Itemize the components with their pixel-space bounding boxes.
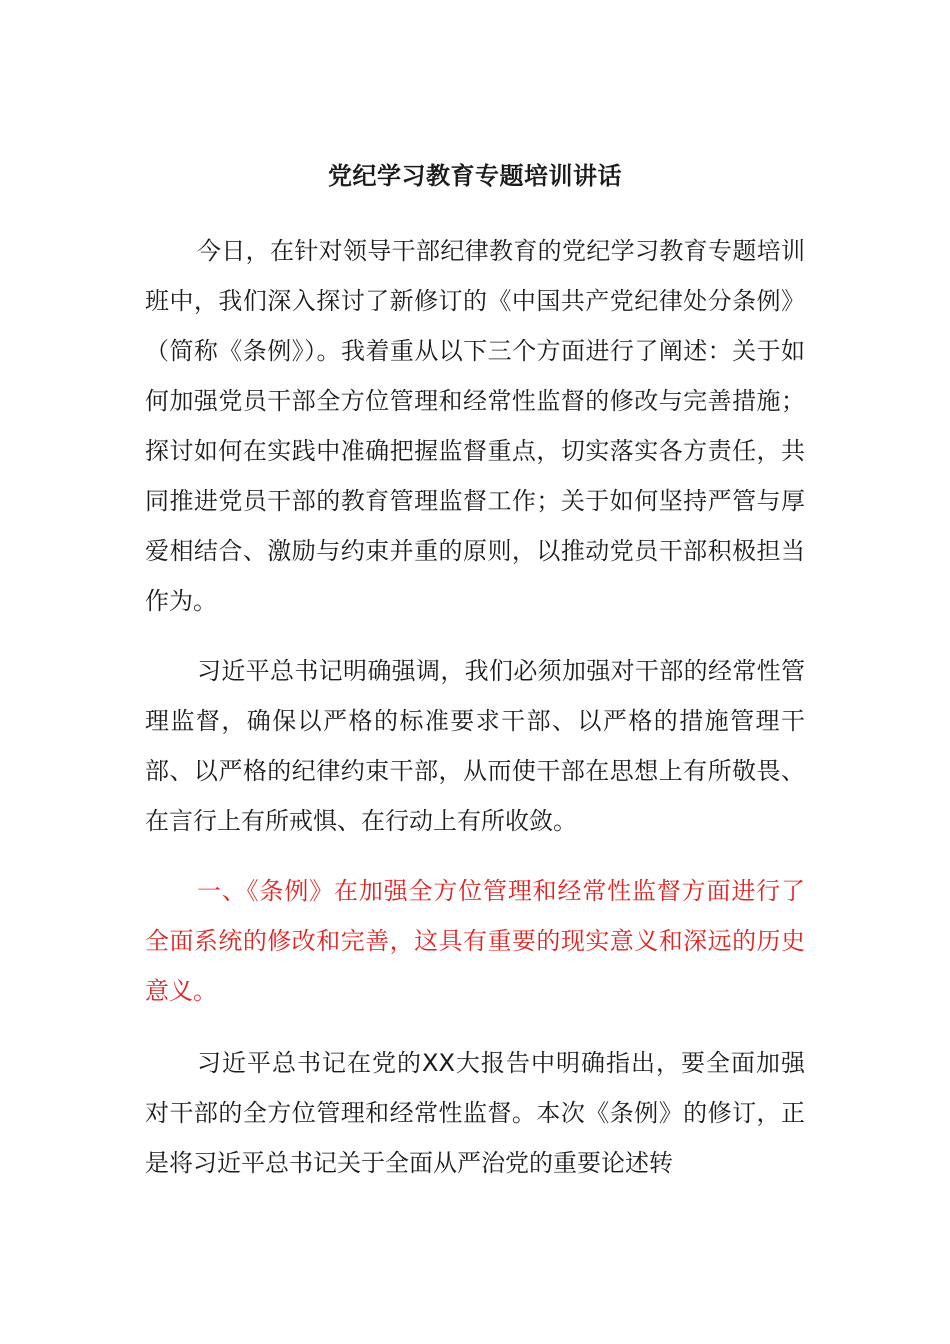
paragraph-intro: 今日，在针对领导干部纪律教育的党纪学习教育专题培训班中，我们深入探讨了新修订的《中国共产党纪律处分条例》（简称《条例》）。我着重从以下三个方面进行了阐述：关于如何加强党员干部全方位管理和经常性监督的修改与完善措施；探讨如何在实践中准确把握监督重点，切实落实各方责任，共同推进党员干部的教育管理监督工作；关于如何坚持严管与厚爱相结合、激励与约束并重的原则，以推动党员干部积极担当作为。 [145, 237, 805, 615]
paragraph-emphasis: 习近平总书记明确强调，我们必须加强对干部的经常性管理监督，确保以严格的标准要求干部、以严格的措施管理干部、以严格的纪律约束干部，从而使干部在思想上有所敬畏、在言行上有所戒惧、在行动上有所收敛。 [145, 657, 805, 835]
paragraph-report: 习近平总书记在党的XX大报告中明确指出，要全面加强对干部的全方位管理和经常性监督。本次《条例》的修订，正是将习近平总书记关于全面从严治党的重要论述转 [145, 1049, 805, 1177]
page-title: 党纪学习教育专题培训讲话 [328, 162, 622, 190]
section-heading-one: 一、《条例》在加强全方位管理和经常性监督方面进行了全面系统的修改和完善，这具有重要的现实意义和深远的历史意义。 [145, 877, 805, 1005]
